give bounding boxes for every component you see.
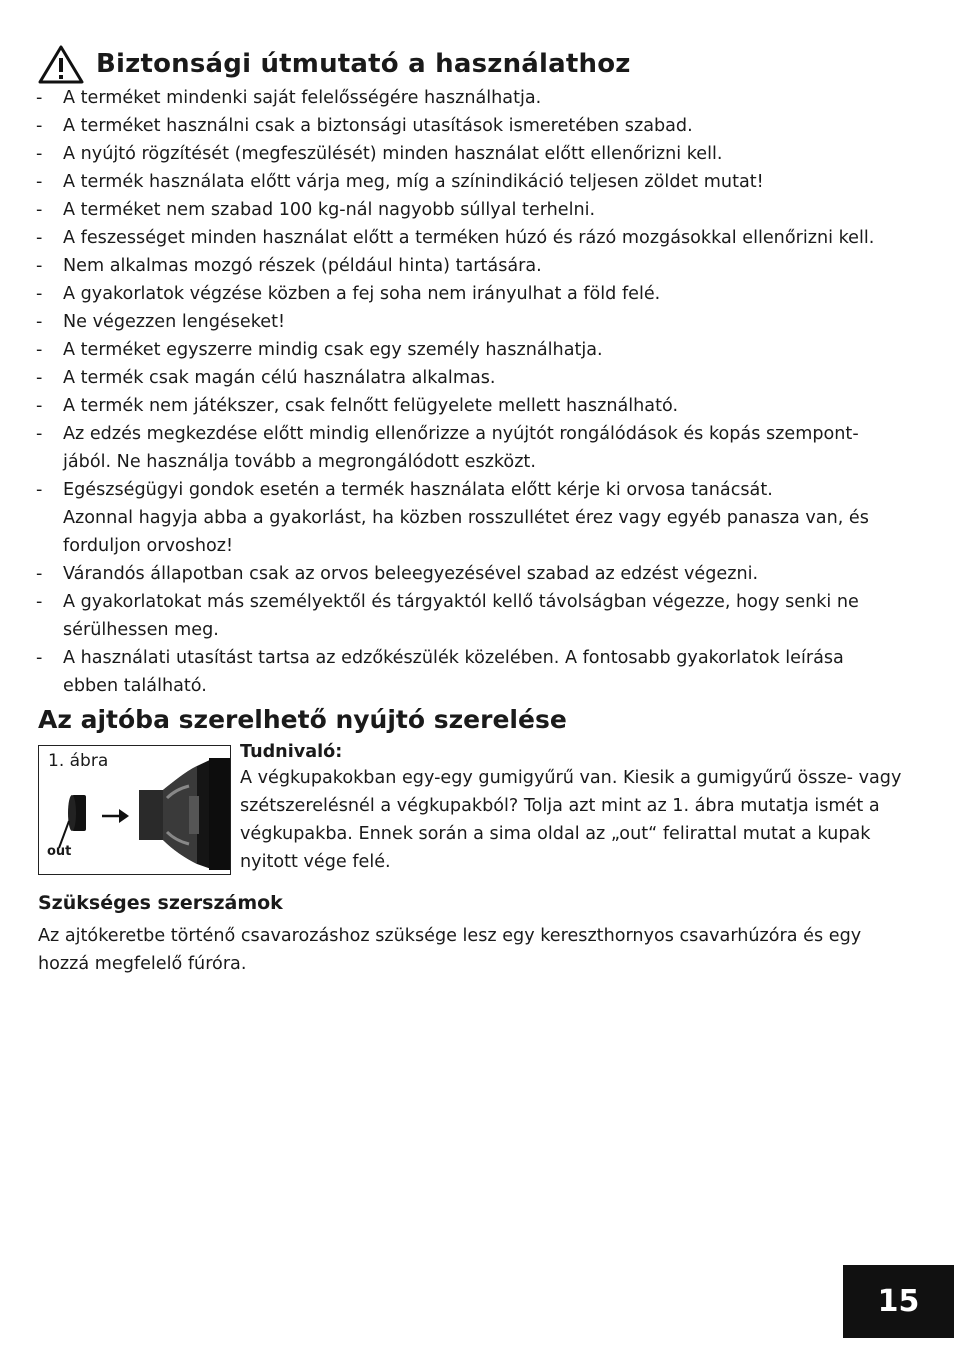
bullet-dash: - <box>36 592 43 612</box>
safety-rule-item <box>36 476 916 560</box>
safety-rule-text: A termék használata előtt várja meg, míg a színindikáció teljesen zöldet mutat! <box>63 172 764 192</box>
safety-rule-item <box>36 140 916 168</box>
note-text: A végkupakokban egy-egy gumigyűrű van. Kiesik a gumigyűrű össze- vagy szétszerelésnél a végkupakból? Tolja azt mint az 1. ábra mutatja ismét a végkupakba. Ennek során a sima oldal az „out“ felirattal mutat a kupak nyitott vége felé. <box>240 768 902 872</box>
bullet-dash: - <box>36 340 43 360</box>
safety-rule-text: A gyakorlatok végzése közben a fej soha nem irányulhat a föld felé. <box>63 284 661 304</box>
safety-rule-item <box>36 308 916 336</box>
safety-rule-text: A feszességet minden használat előtt a terméken húzó és rázó mozgásokkal ellenőrizni kell. <box>63 228 875 248</box>
safety-rule-item <box>36 560 916 588</box>
bullet-dash: - <box>36 256 43 276</box>
safety-rule-item <box>36 336 916 364</box>
safety-rule-item <box>36 196 916 224</box>
safety-rule-text: Várandós állapotban csak az orvos beleegyezésével szabad az edzést végezni. <box>63 564 759 584</box>
safety-rules-list <box>36 84 916 700</box>
safety-rule-item <box>36 252 916 280</box>
bullet-dash: - <box>36 312 43 332</box>
bullet-dash: - <box>36 200 43 220</box>
bullet-dash: - <box>36 424 43 444</box>
safety-rule-text: Az edzés megkezdése előtt mindig ellenőrizze a nyújtót rongálódások és kopás szempont- jából. Ne használja tovább a megrongálódott eszközt. <box>63 424 859 472</box>
safety-rule-text: A használati utasítást tartsa az edzőkészülék közelében. A fontosabb gyakorlatok leírása ebben található. <box>63 648 844 696</box>
note-block <box>240 740 930 876</box>
bullet-dash: - <box>36 144 43 164</box>
page-number: 15 <box>843 1265 954 1338</box>
safety-rule-text: Ne végezzen lengéseket! <box>63 312 286 332</box>
title-row <box>38 44 631 84</box>
arrow-right-icon <box>102 809 129 823</box>
bullet-dash: - <box>36 480 43 500</box>
safety-rule-text: A gyakorlatokat más személyektől és tárgyaktól kellő távolságban végezze, hogy senki ne sérülhessen meg. <box>63 592 859 640</box>
tools-heading: Szükséges szerszámok <box>38 892 283 914</box>
end-cap-icon <box>139 758 231 870</box>
figure-1 <box>38 745 231 875</box>
safety-rule-item <box>36 420 916 476</box>
bullet-dash: - <box>36 368 43 388</box>
safety-rule-text: Nem alkalmas mozgó részek (például hinta) tartására. <box>63 256 542 276</box>
safety-rule-item <box>36 280 916 308</box>
safety-rule-item <box>36 364 916 392</box>
bullet-dash: - <box>36 116 43 136</box>
safety-rule-item <box>36 392 916 420</box>
page-title: Biztonsági útmutató a használathoz <box>96 49 631 79</box>
safety-rule-item <box>36 168 916 196</box>
safety-rule-item <box>36 588 916 644</box>
safety-rule-item <box>36 224 916 252</box>
out-label: out <box>47 844 72 859</box>
safety-rule-text: A terméket egyszerre mindig csak egy személy használhatja. <box>63 340 603 360</box>
rubber-ring-icon <box>59 795 86 848</box>
bullet-dash: - <box>36 228 43 248</box>
safety-rule-text: A terméket mindenki saját felelősségére használhatja. <box>63 88 542 108</box>
bullet-dash: - <box>36 564 43 584</box>
bullet-dash: - <box>36 284 43 304</box>
safety-rule-text: A termék csak magán célú használatra alkalmas. <box>63 368 496 388</box>
tools-text: Az ajtókeretbe történő csavarozáshoz szüksége lesz egy kereszthornyos csavarhúzóra és egy hozzá megfelelő fúróra. <box>38 926 862 974</box>
figure-label: 1. ábra <box>48 751 109 771</box>
warning-triangle-icon <box>38 44 84 84</box>
bullet-dash: - <box>36 172 43 192</box>
bullet-dash: - <box>36 396 43 416</box>
bullet-dash: - <box>36 648 43 668</box>
safety-rule-item <box>36 84 916 112</box>
safety-rule-item <box>36 112 916 140</box>
safety-rule-text: A terméket használni csak a biztonsági utasítások ismeretében szabad. <box>63 116 693 136</box>
bullet-dash: - <box>36 88 43 108</box>
safety-rule-text: A terméket nem szabad 100 kg-nál nagyobb súllyal terhelni. <box>63 200 596 220</box>
safety-rule-text: Egészségügyi gondok esetén a termék használata előtt kérje ki orvosa tanácsát. Azonnal hagyja abba a gyakorlást, ha közben rosszullétet érez vagy egyéb panasza van, és forduljon orvoshoz! <box>63 480 869 556</box>
assembly-heading: Az ajtóba szerelhető nyújtó szerelése <box>38 705 567 734</box>
safety-rule-text: A termék nem játékszer, csak felnőtt felügyelete mellett használható. <box>63 396 679 416</box>
note-heading: Tudnivaló: <box>240 742 343 762</box>
safety-rule-item <box>36 644 916 700</box>
safety-rule-text: A nyújtó rögzítését (megfeszülését) minden használat előtt ellenőrizni kell. <box>63 144 723 164</box>
